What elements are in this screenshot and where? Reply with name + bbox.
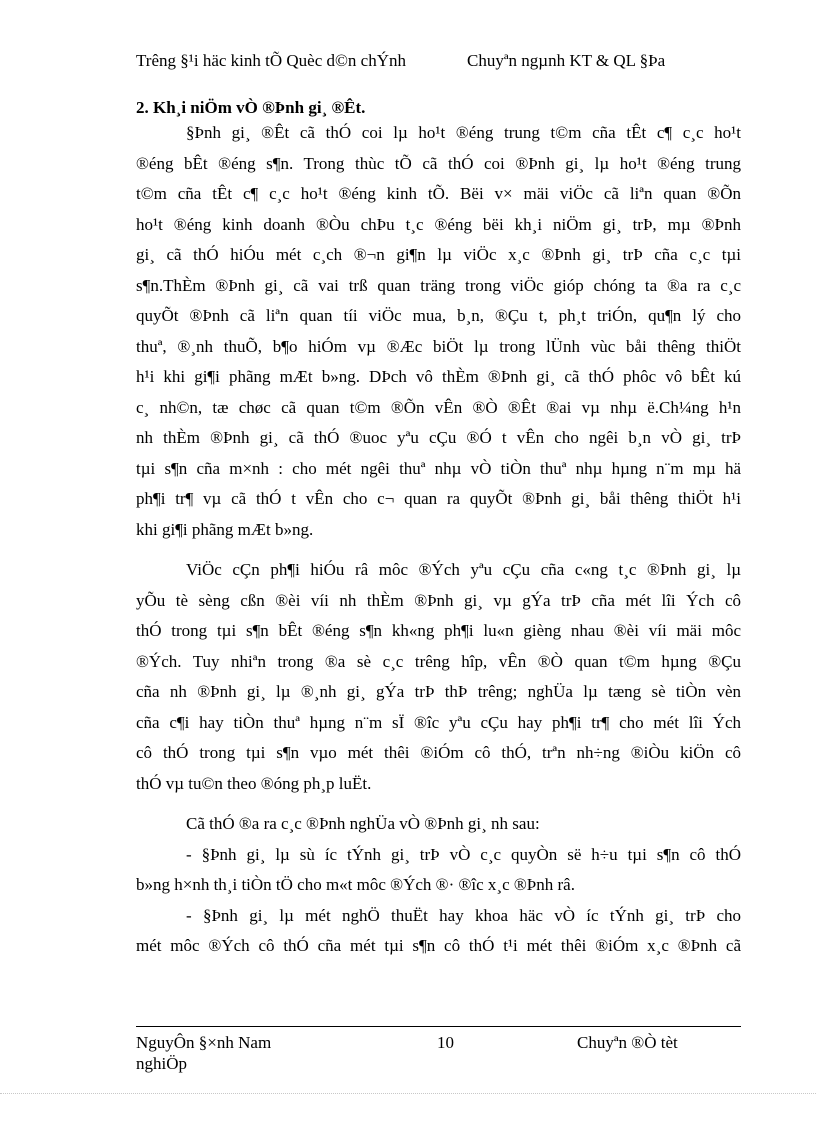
body-line: c¸ nh©n, tæ chøc cã quan t©m ®Õn vÊn ®Ò ®Êt ®ai vµ nhµ ë.Ch¼ng h¹n (136, 397, 741, 417)
body-line: nh thÈm ®Þnh gi¸ cã thÓ ®uoc yªu cÇu ®Ó t vÊn cho ngêi b¸n vÒ gi¸ trÞ (136, 428, 741, 447)
footer-divider (136, 1026, 741, 1027)
body-line: s¶n.ThÈm ®Þnh gi¸ cã vai trß quan träng trong viÖc gióp chóng ta ®a ra c¸c (136, 275, 741, 295)
body-line: khi gi¶i phãng mÆt b»ng. (136, 519, 314, 539)
document-body (136, 118, 741, 962)
body-line: quyÕt ®Þnh cã liªn quan tíi viÖc mua, b¸n, ®Çu t, ph¸t triÓn, qu¶n lý cho (136, 306, 741, 325)
body-line: §Þnh gi¸ ®Êt cã thÓ coi lµ ho¹t ®éng trung t©m cña tÊt c¶ c¸c ho¹t (186, 123, 741, 142)
body-line: h¹i khi gi¶i phãng mÆt b»ng. DÞch vô thÈm ®Þnh gi¸ cã thÓ phôc vô bÊt kú (136, 367, 741, 386)
body-line: cña c¶i hay tiÒn thuª hµng n¨m sÏ ®îc yªu cÇu hay ph¶i tr¶ cho mét lîi Ých (136, 712, 741, 732)
footer-author: NguyÔn §×nh Nam nghiÖp (136, 1033, 272, 1073)
body-line: thÓ trong tµi s¶n bÊt ®éng s¶n kh«ng ph¶i lu«n gièng nhau ®èi víi mäi môc (136, 621, 741, 640)
header-right: Chuyªn ngµnh KT & QL §Þa (467, 51, 666, 70)
body-line: Cã thÓ ®a ra c¸c ®Þnh nghÜa vÒ ®Þnh gi¸ nh sau: (186, 814, 540, 833)
body-line: thuª, ®¸nh thuÕ, b¶o hiÓm vµ ®Æc biÖt lµ trong lÜnh vùc båi thêng thiÖt (136, 336, 741, 356)
body-line: - §Þnh gi¸ lµ sù íc tÝnh gi¸ trÞ vÒ c¸c quyÒn së h÷u tµi s¶n cô thÓ (186, 844, 741, 864)
body-line: ®Ých. Tuy nhiªn trong ®a sè c¸c trêng hîp, vÊn ®Ò quan t©m hµng ®Çu (136, 651, 741, 671)
section-heading: 2. Kh¸i niÖm vÒ ®Þnh gi¸ ®Êt. (136, 98, 366, 117)
body-line: thÓ vµ tu©n theo ®óng ph¸p luËt. (136, 773, 372, 793)
body-line: ph¶i tr¶ vµ cã thÓ t vÊn cho c¬ quan ra quyÕt ®Þnh gi¸ båi thêng thiÖt h¹i (136, 489, 741, 508)
body-line: tµi s¶n cña m×nh : cho mét ngêi thuª nhµ vÒ tiÒn thuª nhµ hµng n¨m mµ hä (136, 458, 741, 478)
body-line: ho¹t ®éng kinh doanh ®Òu chÞu t¸c ®éng bëi kh¸i niÖm gi¸ trÞ, mµ ®Þnh (136, 214, 741, 234)
page-edge-divider (0, 1093, 816, 1094)
body-line: mét môc ®Ých cô thÓ cña mét tµi s¶n cô thÓ t¹i mét thêi ®iÓm x¸c ®Þnh cã (136, 936, 741, 955)
body-line: gi¸ cã thÓ hiÓu mét c¸ch ®¬n gi¶n lµ viÖc x¸c ®Þnh gi¸ trÞ cña c¸c tµi (136, 245, 741, 264)
body-line: ®éng bÊt ®éng s¶n. Trong thùc tÕ cã thÓ coi ®Þnh gi¸ lµ ho¹t ®éng trung (136, 153, 741, 173)
footer-right: Chuyªn ®Ò tèt (577, 1033, 678, 1052)
header-left: Trêng §¹i häc kinh tÕ Quèc d©n chÝnh (136, 51, 406, 70)
body-line: b»ng h×nh th¸i tiÒn tÖ cho m«t môc ®Ých ®· ®îc x¸c ®Þnh râ. (136, 875, 575, 894)
body-line: t©m cña tÊt c¶ c¸c ho¹t ®éng kinh tÕ. Bëi v× mäi viÖc cã liªn quan ®Õn (136, 184, 741, 203)
body-line: cña nh ®Þnh gi¸ lµ ®¸nh gi¸ gÝa trÞ thÞ trêng; nghÜa lµ tæng sè tiÒn vèn (136, 682, 741, 701)
page-number: 10 (437, 1033, 454, 1052)
body-line: ViÖc cÇn ph¶i hiÓu râ môc ®Ých yªu cÇu cña c«ng t¸c ®Þnh gi¸ lµ (186, 560, 741, 579)
body-line: - §Þnh gi¸ lµ mét nghÖ thuËt hay khoa häc vÒ íc tÝnh gi¸ trÞ cho (186, 905, 741, 925)
body-line: cô thÓ trong tµi s¶n vµo mét thêi ®iÓm cô thÓ, trªn nh÷ng ®iÒu kiÖn cô (136, 743, 741, 762)
body-line: yÕu tè sèng cßn ®èi víi nh thÈm ®Þnh gi¸ vµ gÝa trÞ cña mét lîi Ých cô (136, 590, 741, 610)
